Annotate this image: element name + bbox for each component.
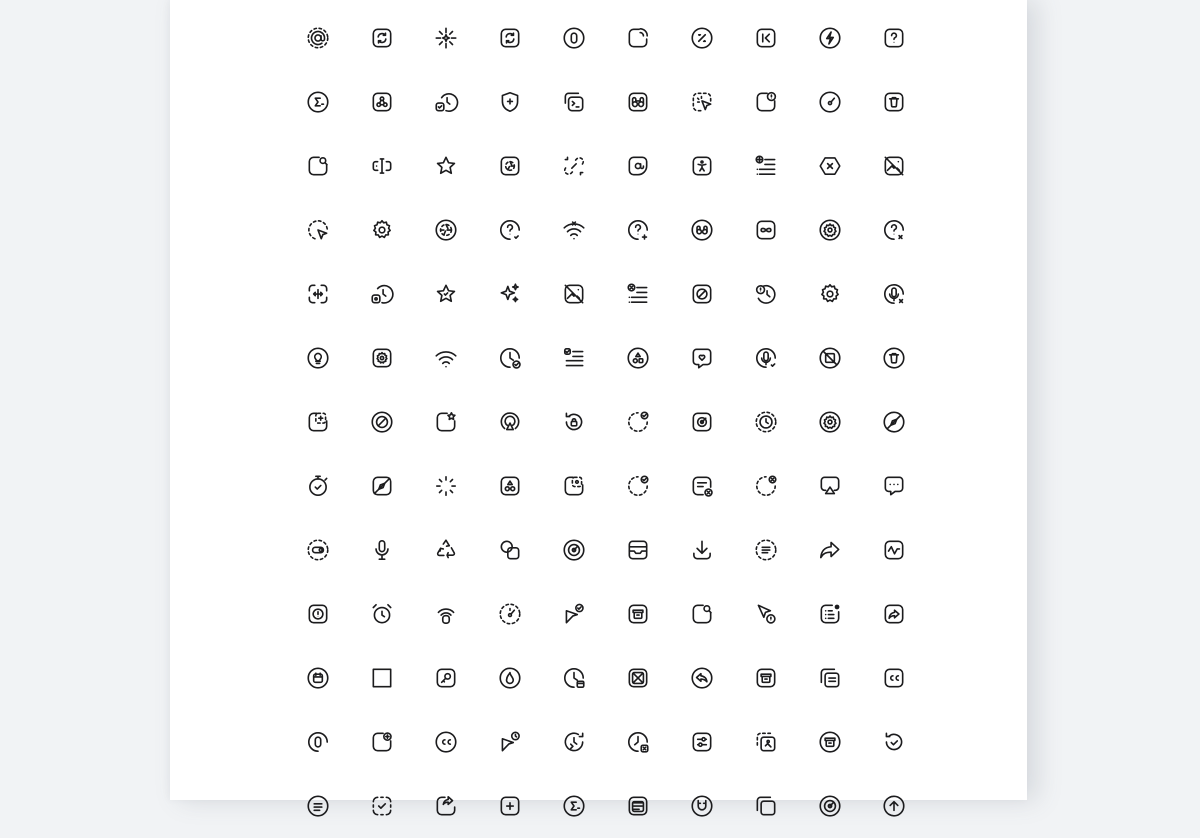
note-plus-icon[interactable] xyxy=(350,710,414,774)
wifi-icon[interactable] xyxy=(414,326,478,390)
archive-square-icon[interactable] xyxy=(734,646,798,710)
rotate-check-icon[interactable] xyxy=(862,710,926,774)
bolt-circle-icon[interactable] xyxy=(798,6,862,70)
copy-shapes-icon[interactable] xyxy=(478,518,542,582)
scan-expand-icon[interactable] xyxy=(286,262,350,326)
square-corners-icon[interactable] xyxy=(350,646,414,710)
check-square-dashed-icon[interactable] xyxy=(350,774,414,838)
icon-sheet xyxy=(170,0,1027,800)
alert-square-icon[interactable] xyxy=(286,582,350,646)
skip-back-square-icon[interactable] xyxy=(734,6,798,70)
shapes-square-icon[interactable] xyxy=(478,454,542,518)
compass-off-icon[interactable] xyxy=(862,390,926,454)
circle-dashed-x-icon[interactable] xyxy=(734,454,798,518)
history-square-icon[interactable] xyxy=(350,262,414,326)
image-off-square-icon[interactable] xyxy=(862,134,926,198)
note-x-icon[interactable] xyxy=(670,454,734,518)
mic-x-icon[interactable] xyxy=(862,262,926,326)
alarm-clock-icon[interactable] xyxy=(350,582,414,646)
compass-off-square-icon[interactable] xyxy=(350,454,414,518)
plus-dashed-square-icon[interactable] xyxy=(286,390,350,454)
cursor-clock-icon[interactable] xyxy=(478,710,542,774)
sparkle-burst-icon[interactable] xyxy=(414,6,478,70)
copy-dashed-icon[interactable] xyxy=(734,710,798,774)
gauge-dashed-icon[interactable] xyxy=(478,582,542,646)
menu-circle-icon[interactable] xyxy=(286,774,350,838)
list-badge-icon[interactable] xyxy=(798,582,862,646)
image-off-square-icon[interactable] xyxy=(542,262,606,326)
binoculars-circle-icon[interactable] xyxy=(670,198,734,262)
share-square-icon[interactable] xyxy=(862,582,926,646)
cursor-click-dashed-icon[interactable] xyxy=(670,70,734,134)
menu-dashed-circle-icon[interactable] xyxy=(734,518,798,582)
message-dots-icon[interactable] xyxy=(862,454,926,518)
star-icon[interactable] xyxy=(414,134,478,198)
target-circle-icon[interactable] xyxy=(542,518,606,582)
sliders-square-icon[interactable] xyxy=(670,710,734,774)
download-icon[interactable] xyxy=(670,518,734,582)
note-search-icon[interactable] xyxy=(670,582,734,646)
accessibility-square-icon[interactable] xyxy=(670,134,734,198)
screen-share-icon[interactable] xyxy=(798,454,862,518)
trash-square-icon[interactable] xyxy=(862,70,926,134)
clock-calendar-icon[interactable] xyxy=(542,646,606,710)
circle-dashed-check-icon[interactable] xyxy=(606,390,670,454)
key-square-icon[interactable] xyxy=(414,646,478,710)
unlink-dashed-icon[interactable] xyxy=(542,134,606,198)
trash-circle-icon[interactable] xyxy=(862,326,926,390)
aperture-circle-icon[interactable] xyxy=(414,198,478,262)
sparkles-icon[interactable] xyxy=(478,262,542,326)
help-circle-check-icon[interactable] xyxy=(478,198,542,262)
checklist-icon[interactable] xyxy=(542,326,606,390)
rotate-lock-icon[interactable] xyxy=(542,390,606,454)
at-sign-square-icon[interactable] xyxy=(606,134,670,198)
zero-rounded-icon[interactable] xyxy=(286,710,350,774)
cursor-dashed-circle-icon[interactable] xyxy=(286,198,350,262)
captions-circle-icon[interactable] xyxy=(414,710,478,774)
toggle-dashed-icon[interactable] xyxy=(286,518,350,582)
archive-square-icon[interactable] xyxy=(606,582,670,646)
settings-gear-icon[interactable] xyxy=(350,198,414,262)
refresh-square-icon[interactable] xyxy=(350,6,414,70)
focus-dashed-square-icon[interactable] xyxy=(542,454,606,518)
clock-check-icon[interactable] xyxy=(478,326,542,390)
settings-circle-icon[interactable] xyxy=(798,390,862,454)
share-forward-icon[interactable] xyxy=(798,518,862,582)
help-circle-plus-icon[interactable] xyxy=(606,198,670,262)
terminal-copy-icon[interactable] xyxy=(542,70,606,134)
settings-square-icon[interactable] xyxy=(350,326,414,390)
note-alert-icon[interactable] xyxy=(734,70,798,134)
sigma-circle-icon[interactable] xyxy=(286,70,350,134)
sigma-circle-icon[interactable] xyxy=(542,774,606,838)
wireless-charger-icon[interactable] xyxy=(414,582,478,646)
help-circle-x-icon[interactable] xyxy=(862,198,926,262)
target-circle-icon[interactable] xyxy=(798,774,862,838)
stopwatch-check-icon[interactable] xyxy=(286,454,350,518)
list-x-icon[interactable] xyxy=(606,262,670,326)
box-x-square-icon[interactable] xyxy=(606,646,670,710)
cursor-alert-icon[interactable] xyxy=(734,582,798,646)
lightbulb-circle-icon[interactable] xyxy=(286,326,350,390)
calendar-square-icon[interactable] xyxy=(606,774,670,838)
rss-feed-square-icon[interactable] xyxy=(606,6,670,70)
ban-circle-icon[interactable] xyxy=(350,390,414,454)
history-check-icon[interactable] xyxy=(414,70,478,134)
plus-square-icon[interactable] xyxy=(478,774,542,838)
shield-plus-icon[interactable] xyxy=(478,70,542,134)
share-note-icon[interactable] xyxy=(414,774,478,838)
list-plus-icon[interactable] xyxy=(734,134,798,198)
slash-circle-square-icon[interactable] xyxy=(670,262,734,326)
note-search-icon[interactable] xyxy=(286,134,350,198)
binoculars-square-icon[interactable] xyxy=(606,70,670,134)
percent-circle-icon[interactable] xyxy=(670,6,734,70)
upload-circle-icon[interactable] xyxy=(862,774,926,838)
broadcast-circle-icon[interactable] xyxy=(478,390,542,454)
text-cursor-input-icon[interactable] xyxy=(350,134,414,198)
image-off-circle-icon[interactable] xyxy=(798,326,862,390)
clock-x-square-icon[interactable] xyxy=(606,710,670,774)
archive-circle-icon[interactable] xyxy=(798,710,862,774)
shapes-circle-icon[interactable] xyxy=(606,326,670,390)
circle-dashed-check-icon[interactable] xyxy=(606,454,670,518)
mic-check-icon[interactable] xyxy=(734,326,798,390)
captions-square-icon[interactable] xyxy=(862,646,926,710)
microphone-icon[interactable] xyxy=(350,518,414,582)
history-forward-icon[interactable] xyxy=(542,710,606,774)
cursor-check-icon[interactable] xyxy=(542,582,606,646)
flame-circle-icon[interactable] xyxy=(478,646,542,710)
icon-grid xyxy=(286,6,926,838)
history-alert-icon[interactable] xyxy=(734,262,798,326)
wifi-x-icon[interactable] xyxy=(542,198,606,262)
refresh-square-icon[interactable] xyxy=(478,6,542,70)
target-square-icon[interactable] xyxy=(670,390,734,454)
loader-icon[interactable] xyxy=(414,454,478,518)
help-square-icon[interactable] xyxy=(862,6,926,70)
clock-dashed-icon[interactable] xyxy=(734,390,798,454)
activity-square-icon[interactable] xyxy=(862,518,926,582)
copy-square-icon[interactable] xyxy=(734,774,798,838)
share-nodes-square-icon[interactable] xyxy=(350,70,414,134)
infinity-square-icon[interactable] xyxy=(734,198,798,262)
copy-list-icon[interactable] xyxy=(798,646,862,710)
archive-tray-icon[interactable] xyxy=(606,518,670,582)
zero-circle-icon[interactable] xyxy=(542,6,606,70)
recycle-icon[interactable] xyxy=(414,518,478,582)
note-star-icon[interactable] xyxy=(414,390,478,454)
reply-circle-icon[interactable] xyxy=(670,646,734,710)
magnet-circle-icon[interactable] xyxy=(670,774,734,838)
message-heart-icon[interactable] xyxy=(670,326,734,390)
aperture-square-icon[interactable] xyxy=(478,134,542,198)
settings-gear-icon[interactable] xyxy=(798,262,862,326)
settings-circle-icon[interactable] xyxy=(798,198,862,262)
star-check-icon[interactable] xyxy=(414,262,478,326)
gauge-circle-icon[interactable] xyxy=(798,70,862,134)
hexagon-x-icon[interactable] xyxy=(798,134,862,198)
calendar-circle-icon[interactable] xyxy=(286,646,350,710)
at-sign-dashed-circle-icon[interactable] xyxy=(286,6,350,70)
